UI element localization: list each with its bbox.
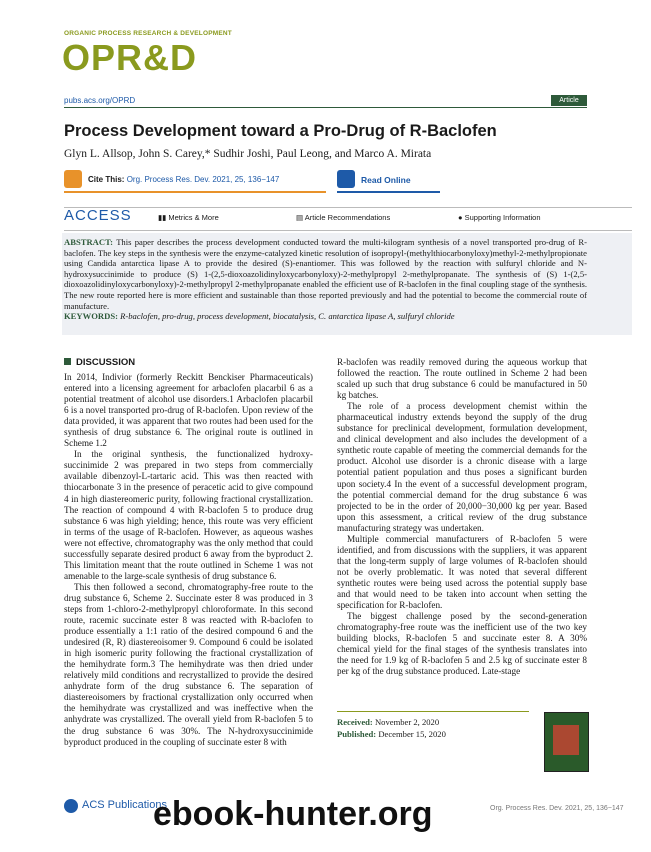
article-authors: Glyn L. Allsop, John S. Carey,* Sudhir Joshi, Paul Leong, and Marco A. Mirata [64,148,432,160]
abstract-label: ABSTRACT: [64,237,114,247]
cite-icon[interactable] [64,170,82,188]
section-heading-text: DISCUSSION [76,357,136,368]
cite-underline [64,191,326,193]
paragraph: Multiple commercial manufacturers of R-baclofen 5 were identified, and from discussions with the suppliers, it was apparent that the long-term supply of large volumes of R-baclofen should not be overly problematic. It was noted that several different synthetic routes were being used across the potential supply base and that would need to be taken into account when setting the specification for R-baclofen. [337,533,587,611]
watermark: ebook-hunter.org [153,795,433,833]
left-column [64,372,313,748]
journal-url-link[interactable]: pubs.acs.org/OPRD [64,96,136,105]
dates-rule [337,711,529,712]
paragraph: The biggest challenge posed by the second-generation chromatography-free route was the inefficient use of the two key building blocks, R-baclofen 5 and succinate ester 8. A 30% chemical yield for the final stages of the synthesis translates into the need for 1.9 kg of R-baclofen 5 and 2.5 kg of succinate ester 8 per kg of the drug substance produced. Late-stage [337,611,587,677]
recommendations-label: Article Recommendations [304,213,391,222]
article-title: Process Development toward a Pro-Drug of R-Baclofen [64,122,497,140]
journal-logo: OPR&D [62,37,198,78]
section-square-icon [64,358,71,365]
header-rule [64,107,587,108]
cite-reference[interactable]: Org. Process Res. Dev. 2021, 25, 136−147 [126,175,280,184]
abstract [64,237,587,322]
supporting-label: Supporting Information [464,213,541,222]
paragraph: In the original synthesis, the functionalized hydroxy-succinimide 2 was prepared in two steps from commercially available dibenzoyl-L-tartaric acid. This was then reacted with thiocarbonate 3 in the presence of peracetic acid to give compound 4 in high diastereomeric purity, following fractional crystallization. The reaction of compound 4 with R-baclofen 5 to produce drug substance 6 was high yielding; hence, this route was very efficient in terms of the usage of R-baclofen. However, as aqueous washes were not effective, chromatography was the only method that could successfully separate desired product 6 away from the byproduct 2. This limitation meant that the route outlined in Scheme 1 was not amenable to the large-scale synthesis of drug substance 6. [64,449,313,581]
info-icon: ● [458,213,465,222]
recommendations-button[interactable] [296,213,390,222]
keywords-label: KEYWORDS: [64,311,118,322]
read-online-button[interactable]: Read Online [361,175,411,185]
metrics-button[interactable] [158,213,219,222]
article-dates [337,716,446,740]
paragraph: This then followed a second, chromatography-free route to the drug substance 6, Scheme 2. Succinate ester 8 was produced in 3 steps from 1-chloro-2-methylpropyl chloroformate. In this second route, racemic succinate ester 8 was reacted with R-baclofen to produce essentially a 1:1 ratio of the desired compound 6 and the undesired (R, R) diastereoisomer 9. Compound 6 could be isolated in high isomeric purity following the fractional crystallization of the hemihydrate form.3 The hemihydrate was then dried under relatively mild conditions and recrystallized to provide the desired anhydrate form of the drug substance 6. The separation of diastereoisomers by fractional crystallization only occurred when the hemihydrate was crystallized and was ineffective when the anhydrate was crystallized. The overall yield from R-baclofen 5 to the drug substance 6 was 30%. The N-hydroxysuccinimide byproduct produced in the coupling of succinate ester 8 with [64,581,313,747]
acs-logo-icon [64,799,78,813]
published-date: December 15, 2020 [378,729,446,739]
paragraph: In 2014, Indivior (formerly Reckitt Benckiser Pharmaceuticals) entered into a licensing agreement for arbaclofen placarbil 6 as a potential treatment of alcohol use disorders.1 Arbaclofen placarbil 6 is a novel transported pro-drug of R-baclofen. Upon review of the data provided, it was apparent that two routes had been used for the synthesis of drug substance 6. The original route is outlined in Scheme 1.2 [64,372,314,449]
metrics-label: Metrics & More [168,213,219,222]
footer-pageref: Org. Process Res. Dev. 2021, 25, 136−147 [490,805,624,812]
article-type-badge: Article [551,95,587,106]
section-heading [64,357,135,368]
read-online-underline [337,191,440,193]
read-online-icon[interactable] [337,170,355,188]
journal-full-name: ORGANIC PROCESS RESEARCH & DEVELOPMENT [64,30,232,37]
supporting-info-button[interactable] [458,213,541,222]
cite-this[interactable] [88,175,279,184]
abstract-text: This paper describes the process development conducted toward the multi-kilogram synthesis of a novel transported pro-drug of R-baclofen. The key steps in the synthesis were the enzyme-catalyzed kinetic resolution of isopropyl-(methylthiocarbonyloxy)methyl-2-methylpropionate using Candida antarctica lipase A to provide the desired (S)-enantiomer. This was followed by the reaction with sulfuryl chloride and N-hydroxysuccinimide to produce (S) 1-(2,5-dioxoazolidinyloxycarbonyloxy)-2-methylpropyl 2-methylpropanate. The synthesis of (S) 1-(2,5-dioxoazolidinyloxycarbonyloxy)-2-methylpropyl 2-methylpropanate enabled the efficient use of R-baclofen in the final coupling stage of the synthesis. The new route reported here is more efficient and sustainable than those reported previously and had the potential to become the commercial route of manufacture. [64,237,588,311]
paragraph: The role of a process development chemist within the pharmaceutical industry extends beyond the supply of the drug substance for preclinical development, formulation development, and clinical development and also includes the development of a synthetic route capable of meeting the commercial demands for the product. Alcohol use disorder is a chronic disease with a large potential patient population and thus poses a significant burden upon society.4 In the event of a successful development program, the potential commercial demand for the drug substance 6 was projected to be in the order of 20,000−30,000 kg per year. Based upon this assessment, a critical review of the drug substance manufacturing strategy was undertaken. [337,401,587,533]
received-date: November 2, 2020 [374,717,440,727]
access-label: ACCESS [64,207,132,224]
journal-cover-image [544,712,589,772]
published-label: Published: [337,729,377,739]
received-label: Received: [337,717,373,727]
document-icon: ▤ [296,213,305,222]
paragraph: R-baclofen was readily removed during the aqueous workup that followed the reaction. The route outlined in Scheme 2 had been scaled up such that drug substance 6 could be manufactured in 50 kg batches. [337,357,587,401]
keywords-text: R-baclofen, pro-drug, process development, biocatalysis, C. antarctica lipase A, sulfuryl chloride [120,311,455,322]
right-column [337,357,587,677]
bar-chart-icon: ▮▮ [158,213,169,222]
cite-label: Cite This: [88,175,125,184]
publisher-name: ACS Publications [82,799,167,811]
